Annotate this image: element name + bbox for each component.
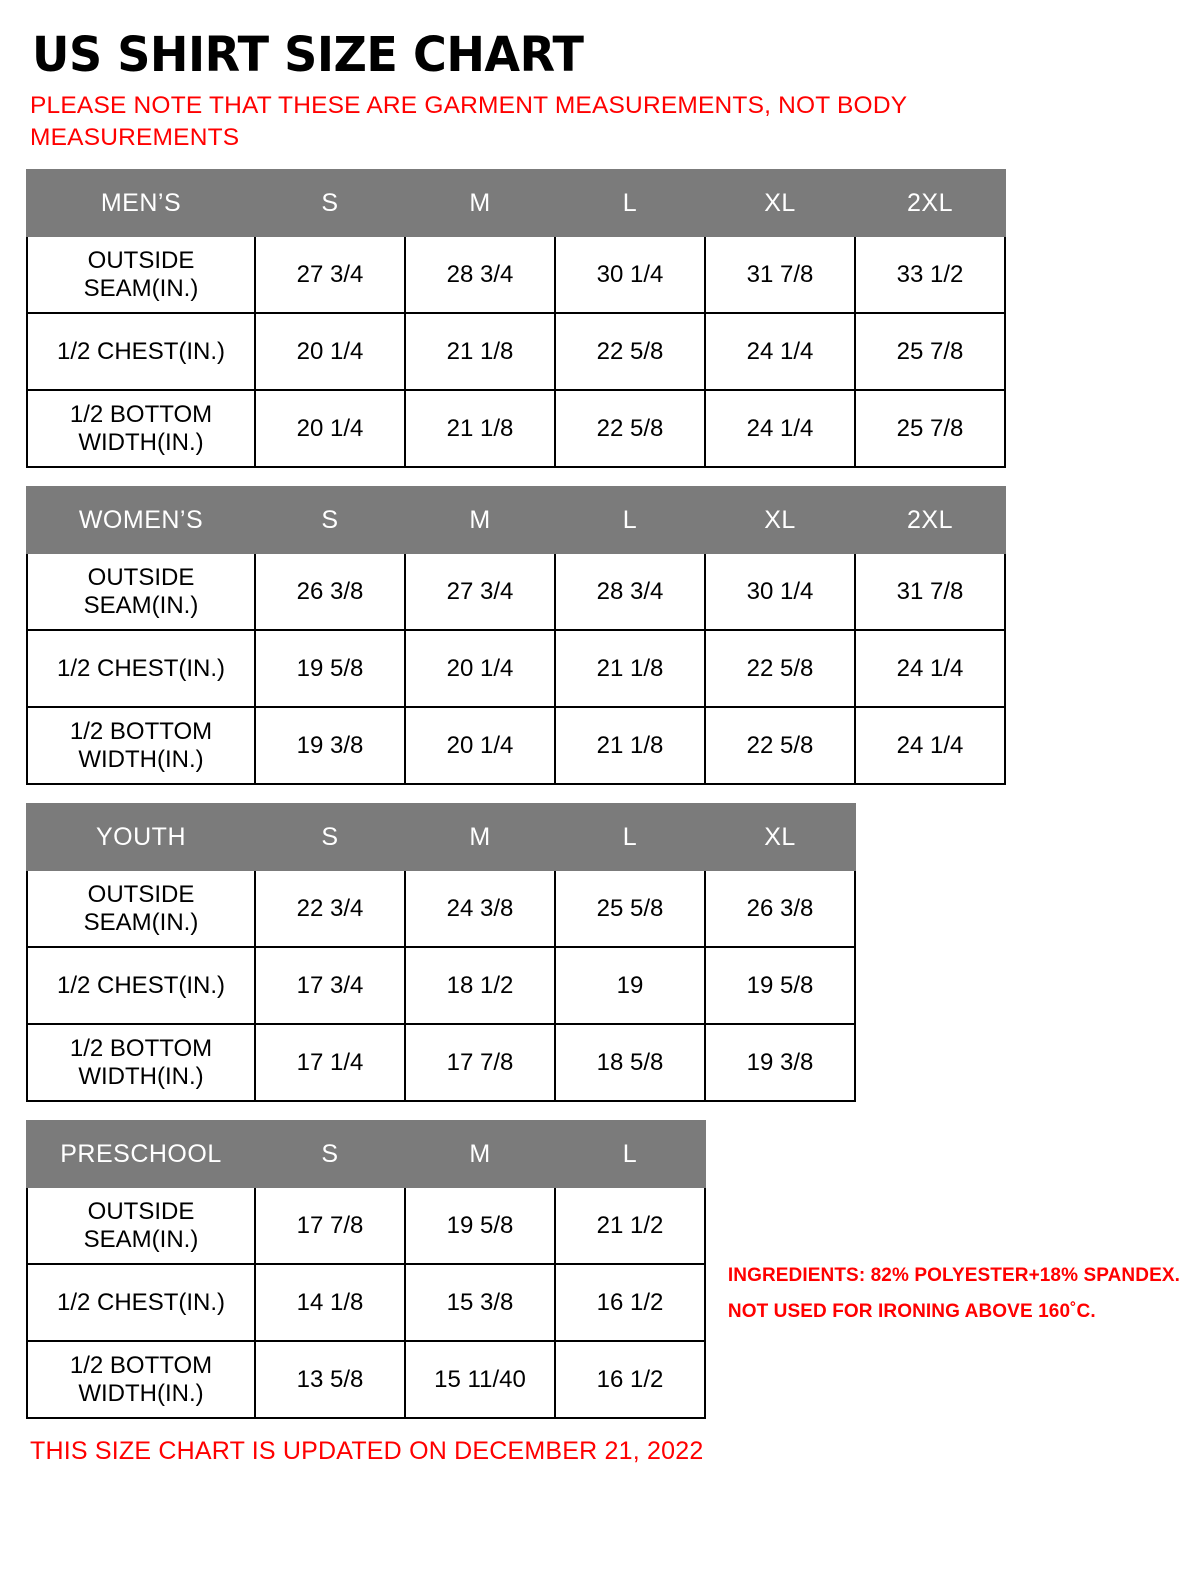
table-row [27,870,855,947]
size-header-cell: L [555,1121,705,1187]
measurement-value: 17 7/8 [405,1024,555,1101]
measurement-value: 14 1/8 [255,1264,405,1341]
measurement-value: 21 1/8 [405,390,555,467]
measurement-label-line-2: SEAM(IN.) [83,591,199,619]
measurement-value: 19 5/8 [405,1187,555,1264]
category-label: MEN’S [27,170,255,236]
measurement-label-line-1: OUTSIDE [87,1197,195,1225]
measurement-value: 24 1/4 [855,707,1005,784]
measurement-value: 18 1/2 [405,947,555,1024]
measurement-label [27,1264,255,1341]
measurement-label-line-1: 1/2 CHEST(IN.) [56,654,226,682]
category-label: YOUTH [27,804,255,870]
table-header-row [27,1121,705,1187]
size-header-cell: L [555,170,705,236]
measurement-value: 22 5/8 [555,313,705,390]
measurement-value: 18 5/8 [555,1024,705,1101]
table-row [27,707,1005,784]
table-row [27,553,1005,630]
size-header-cell: S [255,170,405,236]
size-header-cell: L [555,804,705,870]
measurement-value: 15 11/40 [405,1341,555,1418]
size-header-cell: M [405,804,555,870]
size-header-cell: XL [705,487,855,553]
measurement-value: 26 3/8 [705,870,855,947]
measurement-note: PLEASE NOTE THAT THESE ARE GARMENT MEASUREMENTS, NOT BODY MEASUREMENTS [30,92,907,151]
measurement-value: 19 5/8 [705,947,855,1024]
measurement-value: 19 5/8 [255,630,405,707]
measurement-value: 20 1/4 [255,313,405,390]
measurement-label-line-1: 1/2 BOTTOM [69,1351,213,1379]
measurement-value: 22 3/4 [255,870,405,947]
measurement-label-line-2: WIDTH(IN.) [78,428,204,456]
measurement-label-line-1: 1/2 CHEST(IN.) [56,337,226,365]
size-header-cell: M [405,1121,555,1187]
category-label: PRESCHOOL [27,1121,255,1187]
size-table-mens [26,169,1006,468]
measurement-value: 26 3/8 [255,553,405,630]
measurement-label-line-1: OUTSIDE [87,246,195,274]
measurement-value: 20 1/4 [255,390,405,467]
measurement-label [27,870,255,947]
measurement-label-line-1: 1/2 CHEST(IN.) [56,971,226,999]
size-header-cell: M [405,487,555,553]
measurement-label-line-1: 1/2 BOTTOM [69,400,213,428]
measurement-label [27,947,255,1024]
table-header-row [27,170,1005,236]
size-header-cell: L [555,487,705,553]
table-header-row [27,804,855,870]
measurement-value: 22 5/8 [555,390,705,467]
table-row [27,313,1005,390]
measurement-value: 19 3/8 [705,1024,855,1101]
measurement-value: 30 1/4 [705,553,855,630]
table-header-row [27,487,1005,553]
measurement-label [27,707,255,784]
measurement-label-line-1: OUTSIDE [87,563,195,591]
measurement-value: 19 [555,947,705,1024]
measurement-value: 25 7/8 [855,390,1005,467]
measurement-value: 28 3/4 [555,553,705,630]
measurement-value: 27 3/4 [255,236,405,313]
measurement-value: 25 7/8 [855,313,1005,390]
size-header-cell: XL [705,170,855,236]
measurement-value: 31 7/8 [855,553,1005,630]
table-row [27,1264,705,1341]
table-row [27,236,1005,313]
measurement-value: 15 3/8 [405,1264,555,1341]
table-row [27,1187,705,1264]
measurement-value: 17 7/8 [255,1187,405,1264]
page-title: US SHIRT SIZE CHART [32,27,584,83]
measurement-label-line-1: 1/2 BOTTOM [69,1034,213,1062]
update-footer: THIS SIZE CHART IS UPDATED ON DECEMBER 21, 2022 [30,1437,704,1466]
size-header-cell: S [255,487,405,553]
ingredients-block [728,1258,1180,1330]
measurement-value: 22 5/8 [705,630,855,707]
measurement-value: 20 1/4 [405,630,555,707]
table-row [27,630,1005,707]
ingredients-line-1: INGREDIENTS: 82% POLYESTER+18% SPANDEX. [727,1265,1180,1287]
table-row [27,1341,705,1418]
measurement-value: 30 1/4 [555,236,705,313]
measurement-label [27,1024,255,1101]
measurement-label [27,236,255,313]
measurement-value: 16 1/2 [555,1341,705,1418]
measurement-value: 33 1/2 [855,236,1005,313]
measurement-label [27,630,255,707]
table-row [27,947,855,1024]
measurement-label-line-2: SEAM(IN.) [83,1225,199,1253]
size-header-cell: S [255,804,405,870]
measurement-value: 24 3/8 [405,870,555,947]
measurement-value: 19 3/8 [255,707,405,784]
measurement-value: 24 1/4 [705,390,855,467]
measurement-label-line-1: 1/2 BOTTOM [69,717,213,745]
measurement-label [27,553,255,630]
table-row [27,1024,855,1101]
measurement-value: 21 1/8 [555,707,705,784]
table-row [27,390,1005,467]
measurement-label [27,313,255,390]
size-table-youth [26,803,856,1102]
size-header-cell: S [255,1121,405,1187]
measurement-label-line-2: WIDTH(IN.) [78,1062,204,1090]
measurement-value: 28 3/4 [405,236,555,313]
measurement-label-line-2: SEAM(IN.) [83,908,199,936]
measurement-value: 27 3/4 [405,553,555,630]
measurement-label [27,1341,255,1418]
category-label: WOMEN’S [27,487,255,553]
measurement-label [27,1187,255,1264]
size-tables-container [26,169,1178,1419]
measurement-label-line-1: 1/2 CHEST(IN.) [56,1288,226,1316]
size-header-cell: 2XL [855,170,1005,236]
measurement-value: 22 5/8 [705,707,855,784]
measurement-value: 21 1/8 [555,630,705,707]
size-header-cell: 2XL [855,487,1005,553]
measurement-value: 20 1/4 [405,707,555,784]
measurement-label-line-1: OUTSIDE [87,880,195,908]
size-header-cell: M [405,170,555,236]
measurement-value: 16 1/2 [555,1264,705,1341]
size-table-womens [26,486,1006,785]
size-table-preschool [26,1120,706,1419]
ingredients-line-2: NOT USED FOR IRONING ABOVE 160˚C. [727,1301,1096,1323]
measurement-value: 13 5/8 [255,1341,405,1418]
measurement-value: 25 5/8 [555,870,705,947]
measurement-value: 24 1/4 [855,630,1005,707]
measurement-value: 31 7/8 [705,236,855,313]
measurement-label [27,390,255,467]
measurement-value: 21 1/2 [555,1187,705,1264]
size-header-cell: XL [705,804,855,870]
measurement-label-line-2: SEAM(IN.) [83,274,199,302]
measurement-label-line-2: WIDTH(IN.) [78,1379,204,1407]
measurement-value: 21 1/8 [405,313,555,390]
measurement-value: 24 1/4 [705,313,855,390]
measurement-label-line-2: WIDTH(IN.) [78,745,204,773]
measurement-value: 17 1/4 [255,1024,405,1101]
measurement-value: 17 3/4 [255,947,405,1024]
